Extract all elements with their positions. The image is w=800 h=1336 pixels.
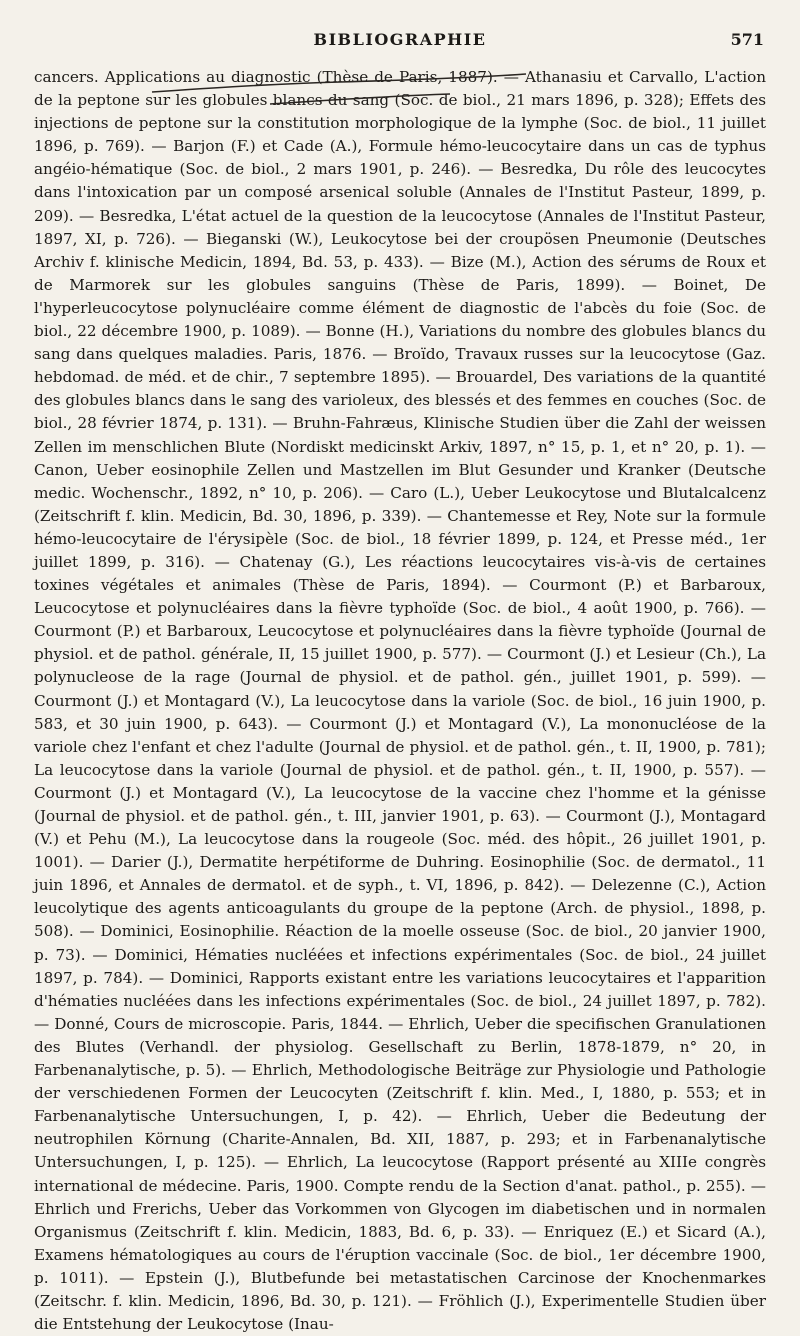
running-title: BIBLIOGRAPHIE <box>313 30 487 49</box>
bibliography-paragraph: cancers. Applications au diagnostic (Thèse de Paris, 1887). — Athanasiu et Carvallo, L'action de la peptone sur les globules blancs du sang (Soc. de biol., 21 mars 1896, p. 328); Effets des injections de peptone sur la constitution morphologique de la lymphe (Soc. de biol., 11 juillet 1896, p. 769). — Barjon (F.) et Cade (A.), Formule hémo-leucocytaire dans un cas de typhus angéio-hématique (Soc. de biol., 2 mars 1901, p. 246). — Besredka, Du rôle des leucocytes dans l'intoxication par un composé arsenical soluble (Annales de l'Institut Pasteur, 1899, p. 209). — Besredka, L'état actuel de la question de la leucocytose (Annales de l'Institut Pasteur, 1897, XI, p. 726). — Bieganski (W.), Leukocytose bei der croupösen Pneumonie (Deutsches Archiv f. klinische Medicin, 1894, Bd. 53, p. 433). — Bize (M.), Action des sérums de Roux et de Marmorek sur les globules sanguins (Thèse de Paris, 1899). — Boinet, De l'hyperleucocytose polynucléaire comme élément de diagnostic de l'abcès du foie (Soc. de biol., 22 décembre 1900, p. 1089). — Bonne (H.), Variations du nombre des globules blancs du sang dans quelques maladies. Paris, 1876. — Broïdo, Travaux russes sur la leucocytose (Gaz. hebdomad. de méd. et de chir., 7 septembre 1895). — Brouardel, Des variations de la quantité des globules blancs dans le sang des varioleux, des blessés et des femmes en couches (Soc. de biol., 28 février 1874, p. 131). — Bruhn-Fahræus, Klinische Studien über die Zahl der weissen Zellen im menschlichen Blute (Nordiskt medicinskt Arkiv, 1897, n° 15, p. 1, et n° 20, p. 1). — Canon, Ueber eosinophile Zellen und Mastzellen im Blut Gesunder und Kranker (Deutsche medic. Wochenschr., 1892, n° 10, p. 206). — Caro (L.), Ueber Leukocytose und Blutalcalcenz (Zeitschrift f. klin. Medicin, Bd. 30, 1896, p. 339). — Chantemesse et Rey, Note sur la formule hémo-leucocytaire de l'érysipèle (Soc. de biol., 18 février 1899, p. 124, et Presse méd., 1er juillet 1899, p. 316). — Chatenay (G.), Les réactions leucocytaires vis-à-vis de certaines toxines végétales et animales (Thèse de Paris, 1894). — Courmont (P.) et Barbaroux, Leucocytose et polynucléaires dans la fièvre typhoïde (Soc. de biol., 4 août 1900, p. 766). — Courmont (P.) et Barbaroux, Leucocytose et polynucléaires dans la fièvre typhoïde (Journal de physiol. et de pathol. générale, II, 15 juillet 1900, p. 577). — Courmont (J.) et Lesieur (Ch.), La polynucleose de la rage (Journal de physiol. et de pathol. gén., juillet 1901, p. 599). — Courmont (J.) et Montagard (V.), La leucocytose dans la variole (Soc. de biol., 16 juin 1900, p. 583, et 30 juin 1900, p. 643). — Courmont (J.) et Montagard (V.), La mononucléose de la variole chez l'enfant et chez l'adulte (Journal de physiol. et de pathol. gén., t. II, 1900, p. 781); La leucocytose dans la variole (Journal de physiol. et de pathol. gén., t. II, 1900, p. 557). — Courmont (J.) et Montagard (V.), La leucocytose de la vaccine chez l'homme et la génisse (Journal de physiol. et de pathol. gén., t. III, janvier 1901, p. 63). — Courmont (J.), Montagard (V.) et Pehu (M.), La leucocytose dans la rougeole (Soc. méd. des hôpit., 26 juillet 1901, p. 1001). — Darier (J.), Dermatite herpétiforme de Duhring. Eosinophilie (Soc. de dermatol., 11 juin 1896, et Annales de dermatol. et de syph., t. VI, 1896, p. 842). — Delezenne (C.), Action leucolytique des agents anticoagulants du groupe de la peptone (Arch. de physiol., 1898, p. 508). — Dominici, Eosinophilie. Réaction de la moelle osseuse (Soc. de biol., 20 janvier 1900, p. 73). — Dominici, Hématies nucléées et infections expérimentales (Soc. de biol., 24 juillet 1897, p. 784). — Dominici, Rapports existant entre les variations leucocytaires et l'apparition d'hématies nucléées dans les infections expérimentales (Soc. de biol., 24 juillet 1897, p. 782). — Donné, Cours de microscopie. Paris, 1844. — Ehrlich, Ueber die specifischen Granulationen des Blutes (Verhandl. der physiolog. Gesellschaft zu Berlin, 1878-1879, n° 20, in Farbenanalytische, p. 5). — Ehrlich, Methodologische Beiträge zur Physiologie und Pathologie der verschiedenen Formen der Leucocyten (Zeitschrift f. klin. Med., I, 1880, p. 553; et in Farbenanalytische Untersuchungen, I, p. 42). — Ehrlich, Ueber die Bedeutung der neutrophilen Körnung (Charite-Annalen, Bd. XII, 1887, p. 293; et in Farbenanalytische Untersuchungen, I, p. 125). — Ehrlich, La leucocytose (Rapport présenté au XIIIe congrès international de médecine. Paris, 1900. Compte rendu de la Section d'anat. pathol., p. 255). — Ehrlich und Frerichs, Ueber das Vorkommen von Glycogen im diabetischen und in normalen Organismus (Zeitschrift f. klin. Medicin, 1883, Bd. 6, p. 33). — Enriquez (E.) et Sicard (A.), Examens hématologiques au cours de l'éruption vaccinale (Soc. de biol., 1er décembre 1900, p. 1011). — Epstein (J.), Blutbefunde bei metastatischen Carcinose der Knochenmarkes (Zeitschr. f. klin. Medicin, 1896, Bd. 30, p. 121). — Fröhlich (J.), Experimentelle Studien über die Entstehung der Leukocytose (Inau- <box>34 68 766 1334</box>
page-header <box>34 30 766 56</box>
page-number: 571 <box>730 30 764 49</box>
bibliography-text <box>34 66 766 1336</box>
